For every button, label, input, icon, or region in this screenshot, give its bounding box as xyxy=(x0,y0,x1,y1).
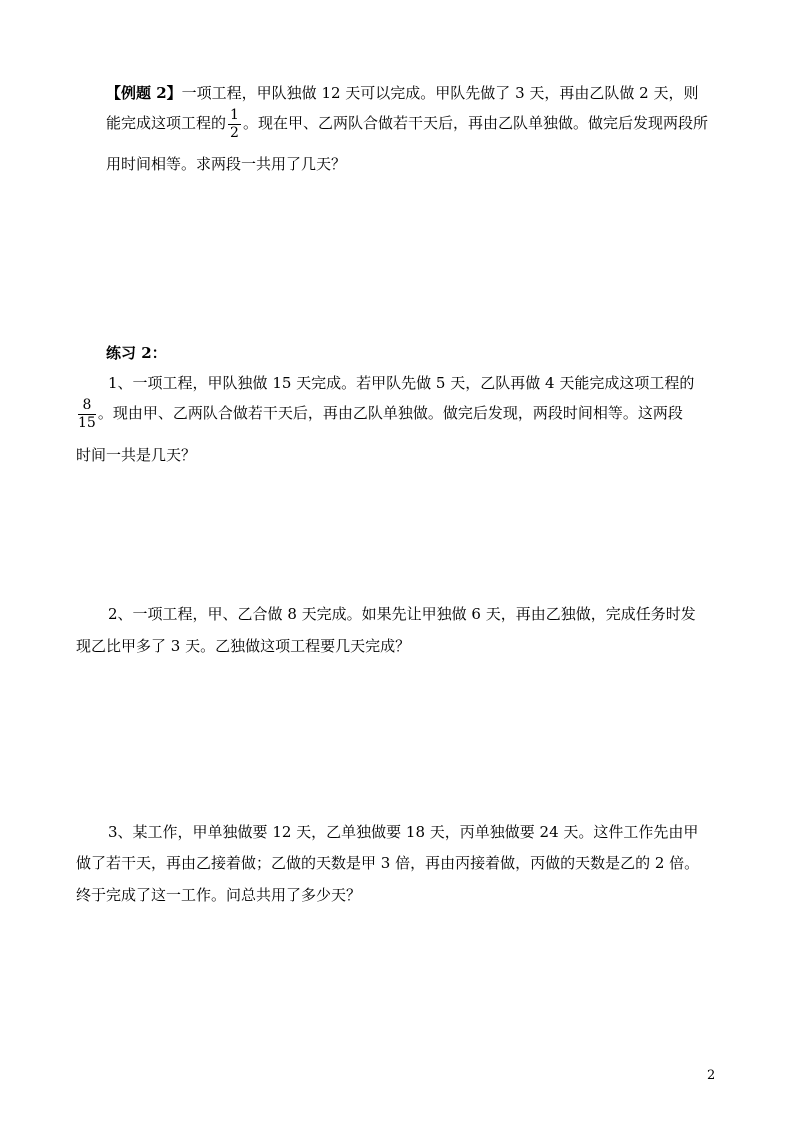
q2-text-1: 2、一项工程，甲、乙合做 8 天完成。如果先让甲独做 6 天，再由乙独做，完成任务时发 xyxy=(108,605,696,623)
q1-text-3: 时间一共是几天？ xyxy=(76,446,197,464)
q3-text-1: 3、某工作，甲单独做要 12 天，乙单独做要 18 天，丙单独做要 24 天。这件工作先由甲 xyxy=(108,823,699,841)
q3-line-3 xyxy=(76,884,361,905)
example-line-3 xyxy=(106,153,346,174)
q3-line-1 xyxy=(108,821,698,842)
q2-text-2: 现乙比甲多了 3 天。乙独做这项工程要几天完成？ xyxy=(76,637,411,655)
practice-heading: 练习 2： xyxy=(106,344,167,362)
example-tag: 【例题 2】 xyxy=(106,84,182,102)
example-line-2 xyxy=(106,108,708,140)
fraction-denominator: 15 xyxy=(78,414,96,431)
fraction-numerator: 8 xyxy=(78,398,96,415)
fraction-numerator: 1 xyxy=(230,107,239,123)
example-text-2b: 。现在甲、乙两队合做若干天后，再由乙队单独做。做完后发现两段所 xyxy=(242,114,708,133)
example-text-1: 一项工程，甲队独做 12 天可以完成。甲队先做了 3 天，再由乙队做 2 天，则 xyxy=(181,84,699,102)
fraction-eight-fifteenths xyxy=(78,398,96,430)
fraction-one-half xyxy=(228,108,241,140)
example-text-2a: 能完成这项工程的 xyxy=(106,114,227,133)
q3-line-2 xyxy=(76,852,699,873)
q1-line-2 xyxy=(76,398,683,430)
example-line-1 xyxy=(106,82,698,103)
q1-text-1: 1、一项工程，甲队独做 15 天完成。若甲队先做 5 天，乙队再做 4 天能完成这项工程的 xyxy=(108,374,695,392)
example-text-3: 用时间相等。求两段一共用了几天？ xyxy=(106,155,347,173)
q1-text-2: 。现由甲、乙两队合做若干天后，再由乙队单独做。做完后发现，两段时间相等。这两段 xyxy=(97,404,683,423)
page-number: 2 xyxy=(707,1068,716,1083)
q3-text-3: 终于完成了这一工作。问总共用了多少天？ xyxy=(76,886,362,904)
q2-line-1 xyxy=(108,603,696,624)
fraction-denominator: 2 xyxy=(230,124,239,141)
q1-line-3 xyxy=(76,444,196,465)
q2-line-2 xyxy=(76,635,410,656)
q1-line-1 xyxy=(108,372,694,393)
q3-text-2: 做了若干天，再由乙接着做；乙做的天数是甲 3 倍，再由丙接着做，丙做的天数是乙的 2 倍。 xyxy=(76,854,700,872)
